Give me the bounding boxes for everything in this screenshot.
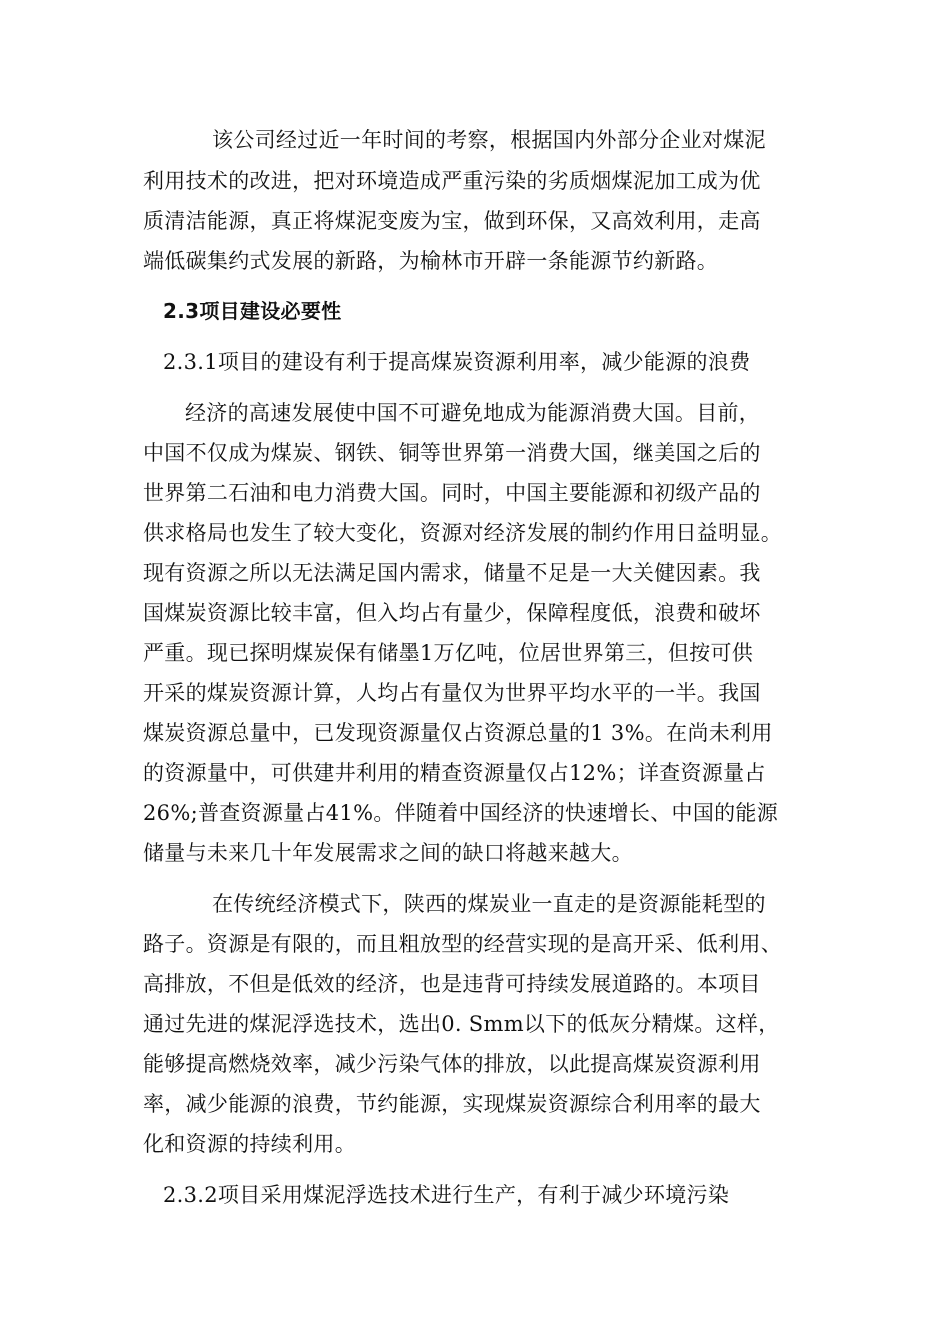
paragraph-2-line: 煤炭资源总量中，已发现资源量仅占资源总量的1 3%。在尚未利用 <box>143 721 773 745</box>
paragraph-1-line: 利用技术的改进，把对环境造成严重污染的劣质烟煤泥加工成为优 <box>143 169 761 193</box>
section-heading: 2.3项目建设必要性 <box>163 299 342 323</box>
paragraph-2-line: 国煤炭资源比较丰富，但入均占有量少，保障程度低，浪费和破坏 <box>143 601 761 625</box>
paragraph-3-line: 化和资源的持续利用。 <box>143 1132 356 1156</box>
paragraph-2-line: 储量与未来几十年发展需求之间的缺口将越来越大。 <box>143 841 633 865</box>
paragraph-2-line: 严重。现已探明煤炭保有储墨1万亿吨，位居世界第三，但按可供 <box>143 641 754 665</box>
subsection-2-heading: 2.3.2项目采用煤泥浮选技术进行生产，有利于减少环境污染 <box>163 1183 730 1207</box>
paragraph-2-line: 现有资源之所以无法满足国内需求，储量不足是一大关健因素。我 <box>143 561 761 585</box>
paragraph-2-line: 26%;普查资源量占41%。伴随着中国经济的快速增长、中国的能源 <box>143 801 779 825</box>
paragraph-1-line: 该公司经过近一年时间的考察，根据国内外部分企业对煤泥 <box>212 128 766 152</box>
paragraph-3-line: 通过先进的煤泥浮选技术，选出0. Smm以下的低灰分精煤。这样， <box>143 1012 780 1036</box>
paragraph-2-line: 开采的煤炭资源计算，人均占有量仅为世界平均水平的一半。我国 <box>143 681 761 705</box>
paragraph-1-line: 端低碳集约式发展的新路，为榆林市开辟一条能源节约新路。 <box>143 249 719 273</box>
paragraph-3-line: 在传统经济模式下，陕西的煤炭业一直走的是资源能耗型的 <box>212 892 766 916</box>
paragraph-3-line: 率，减少能源的浪费，节约能源，实现煤炭资源综合利用率的最大 <box>143 1092 761 1116</box>
paragraph-1-line: 质清洁能源，真正将煤泥变废为宝，做到环保，又高效利用，走高 <box>143 209 761 233</box>
paragraph-2-line: 经济的高速发展使中国不可避免地成为能源消费大国。目前， <box>185 401 761 425</box>
paragraph-2-line: 的资源量中，可供建井利用的精查资源量仅占12%；详查资源量占 <box>143 761 766 785</box>
paragraph-3-line: 高排放，不但是低效的经济，也是违背可持续发展道路的。本项目 <box>143 972 761 996</box>
paragraph-2-line: 世界第二石油和电力消费大国。同时，中国主要能源和初级产品的 <box>143 481 761 505</box>
subsection-1-heading: 2.3.1项目的建设有利于提高煤炭资源利用率，减少能源的浪费 <box>163 350 751 374</box>
paragraph-2-line: 供求格局也发生了较大变化，资源对经济发展的制约作用日益明显。 <box>143 521 782 545</box>
paragraph-3-line: 路子。资源是有限的，而且粗放型的经营实现的是高开采、低利用、 <box>143 932 782 956</box>
paragraph-2-line: 中国不仅成为煤炭、钢铁、铜等世界第一消费大国，继美国之后的 <box>143 441 761 465</box>
paragraph-3-line: 能够提高燃烧效率，减少污染气体的排放，以此提高煤炭资源利用 <box>143 1052 761 1076</box>
